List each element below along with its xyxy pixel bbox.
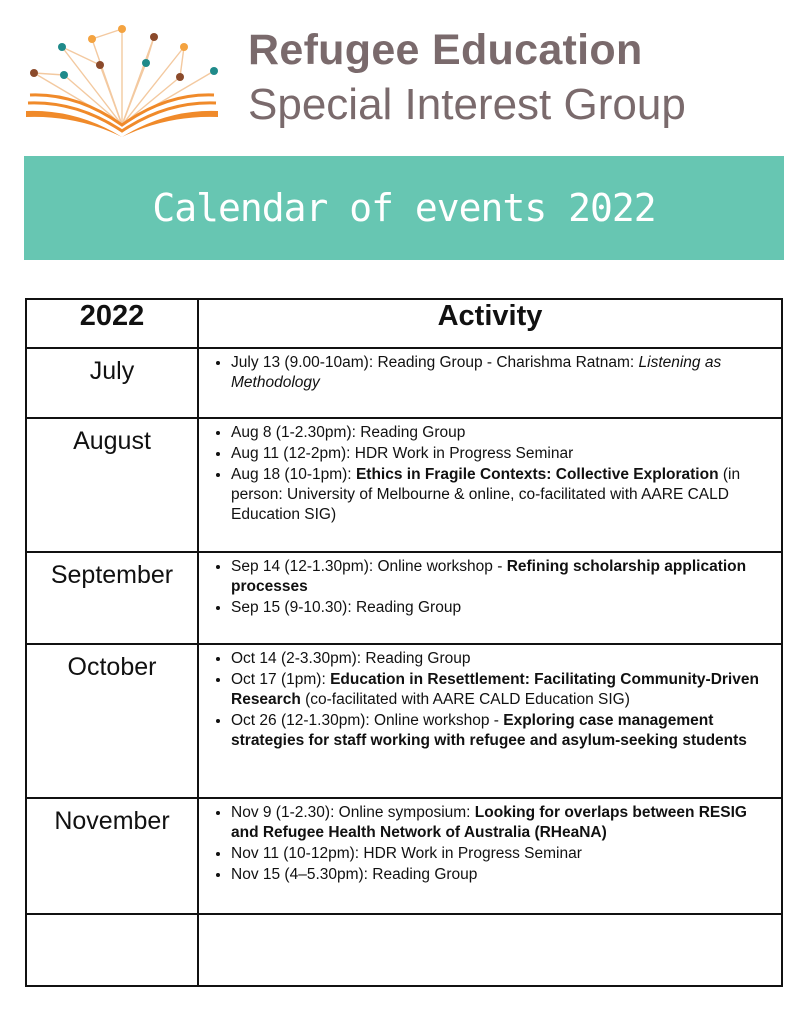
- activity-list: [205, 803, 771, 885]
- activity-cell: [198, 914, 782, 986]
- activity-list: [205, 557, 771, 618]
- org-name-line1: Refugee Education: [248, 26, 643, 74]
- item-text-plain: Aug 11 (12-2pm): HDR Work in Progress Seminar: [231, 445, 574, 462]
- table-row: [26, 914, 782, 986]
- list-item: [231, 844, 771, 864]
- item-text-bold: Education in Resettlement: Facilitating Community-Driven Research: [231, 671, 759, 708]
- list-item: [231, 557, 771, 597]
- list-item: [231, 444, 771, 464]
- item-text-bold: Refining scholarship application processes: [231, 558, 747, 595]
- month-cell: August: [26, 418, 198, 552]
- item-text-plain: Sep 15 (9-10.30): Reading Group: [231, 599, 462, 616]
- item-text-bold: Exploring case management strategies for staff working with refugee and asylum-seeking students: [231, 712, 747, 749]
- activity-list: [205, 353, 771, 393]
- org-name-line2: Special Interest Group: [248, 80, 686, 129]
- month-cell: September: [26, 552, 198, 644]
- activity-cell: [198, 644, 782, 798]
- item-text-after: (co-facilitated with AARE CALD Education SIG): [300, 691, 630, 708]
- table-row: [26, 418, 782, 552]
- list-item: [231, 670, 771, 710]
- list-item: [231, 598, 771, 618]
- page-title: Calendar of events 2022: [152, 186, 656, 230]
- table-row: [26, 798, 782, 914]
- page-header: [0, 0, 808, 150]
- month-cell: July: [26, 348, 198, 418]
- item-text-plain: Oct 26 (12-1.30pm): Online workshop -: [231, 712, 504, 729]
- events-table: [25, 298, 783, 987]
- item-text-plain: Nov 15 (4–5.30pm): Reading Group: [231, 866, 478, 883]
- item-text-plain: Aug 8 (1-2.30pm): Reading Group: [231, 424, 466, 441]
- list-item: [231, 865, 771, 885]
- list-item: [231, 423, 771, 443]
- item-text-plain: Nov 9 (1-2.30): Online symposium:: [231, 804, 475, 821]
- month-cell: November: [26, 798, 198, 914]
- title-banner: [24, 156, 784, 260]
- month-cell: October: [26, 644, 198, 798]
- item-text-plain: Oct 14 (2-3.30pm): Reading Group: [231, 650, 471, 667]
- table-row: [26, 552, 782, 644]
- activity-cell: [198, 798, 782, 914]
- year-column-header: 2022: [26, 299, 198, 348]
- events-body: [26, 348, 782, 986]
- activity-cell: [198, 418, 782, 552]
- activity-cell: [198, 348, 782, 418]
- list-item: [231, 465, 771, 525]
- item-text-plain: July 13 (9.00-10am): Reading Group - Charishma Ratnam:: [231, 354, 639, 371]
- list-item: [231, 649, 771, 669]
- list-item: [231, 711, 771, 751]
- list-item: [231, 803, 771, 843]
- item-text-plain: Aug 18 (10-1pm):: [231, 466, 356, 483]
- item-text-plain: Nov 11 (10-12pm): HDR Work in Progress Seminar: [231, 845, 582, 862]
- activity-list: [205, 649, 771, 751]
- activity-list: [205, 423, 771, 525]
- item-text-italic: Listening as Methodology: [231, 354, 722, 391]
- item-text-plain: Oct 17 (1pm):: [231, 671, 331, 688]
- activity-cell: [198, 552, 782, 644]
- activity-column-header: Activity: [198, 299, 782, 348]
- item-text-plain: Sep 14 (12-1.30pm): Online workshop -: [231, 558, 507, 575]
- list-item: [231, 353, 771, 393]
- item-text-after: (in person: University of Melbourne & online, co-facilitated with AARE CALD Education SIG): [231, 466, 741, 523]
- open-book-network-icon: [22, 25, 222, 137]
- table-row: [26, 348, 782, 418]
- item-text-bold: Ethics in Fragile Contexts: Collective Exploration: [355, 466, 719, 483]
- item-text-bold: Looking for overlaps between RESIG and Refugee Health Network of Australia (RHeaNA): [231, 804, 747, 841]
- table-row: [26, 644, 782, 798]
- month-cell: [26, 914, 198, 986]
